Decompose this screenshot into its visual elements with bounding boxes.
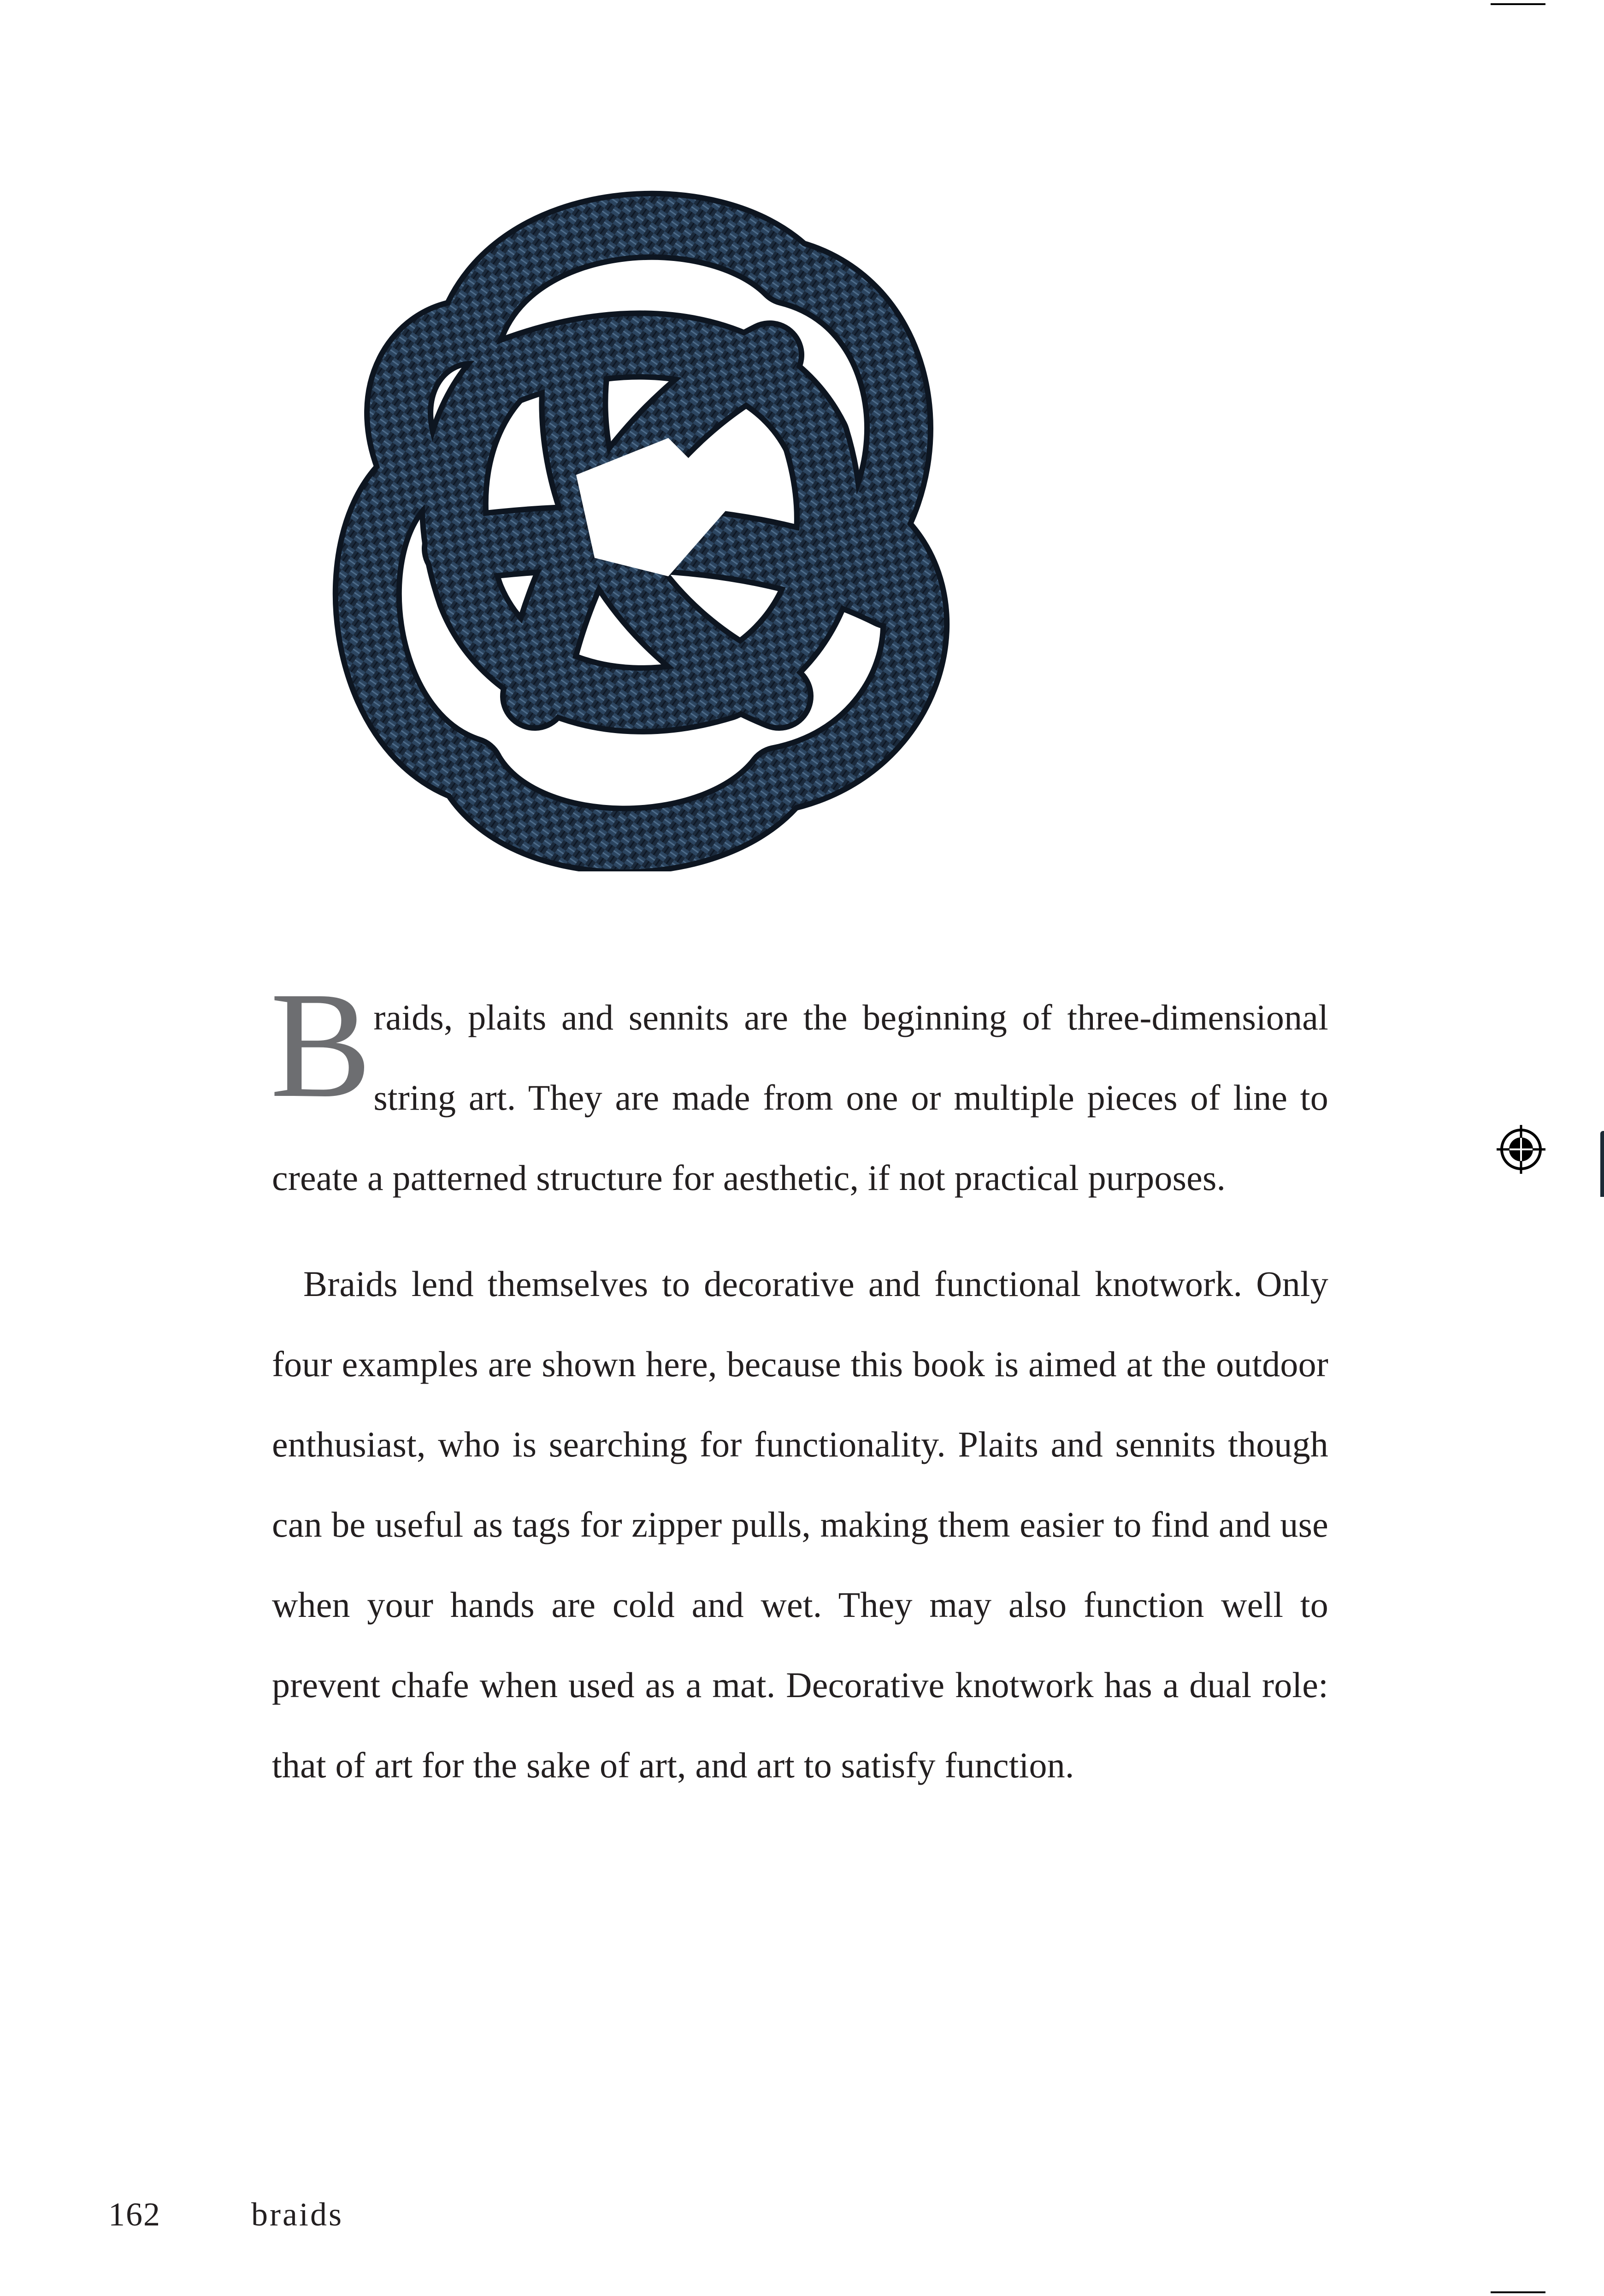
trim-mark-top xyxy=(1491,3,1545,5)
running-footer-section: braids xyxy=(251,2196,343,2233)
intro-paragraph xyxy=(270,961,1328,1218)
registration-mark-icon xyxy=(1496,1124,1546,1175)
adjacent-page-edge xyxy=(1600,1131,1604,1197)
body-text xyxy=(270,961,1328,1805)
body-paragraph: Braids lend themselves to decorative and functional knotwork. Only four examples are shown here, because this book is aimed at the outdoor enthusiast, who is searching for functionality. Plaits and sennits though can be useful as tags for zipper pulls, making them easier to find and use when your hands are cold and wet. They may also function well to prevent chafe when used as a mat. Decorative knotwork has a dual role: that of art for the sake of art, and art to satisfy function. xyxy=(272,1264,1328,1785)
page-number: 162 xyxy=(108,2196,161,2233)
trim-mark-bottom xyxy=(1491,2291,1545,2293)
drop-cap: B xyxy=(270,961,372,1129)
intro-paragraph-text: raids, plaits and sennits are the beginning of three-dimensional string art. They are made from one or multiple pieces of line to create a patterned structure for aesthetic, if not practical purposes. xyxy=(272,997,1328,1198)
knot-photo xyxy=(318,180,954,871)
